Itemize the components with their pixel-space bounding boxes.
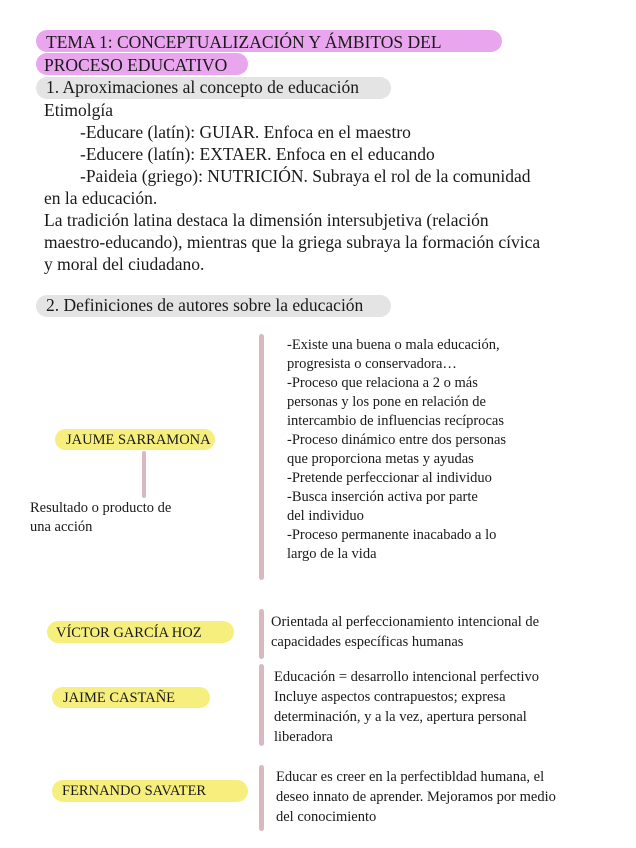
definition-line: personas y los pone en relación de bbox=[287, 394, 486, 410]
definition-line: que proporciona metas y ayudas bbox=[287, 451, 474, 467]
definition-line: del individuo bbox=[287, 508, 364, 524]
author-name: JAUME SARRAMONA bbox=[66, 432, 211, 448]
definition-line: determinación, y a la vez, apertura personal bbox=[274, 709, 527, 725]
definition-line: -Busca inserción activa por parte bbox=[287, 489, 478, 505]
definition-line: -Existe una buena o mala educación, bbox=[287, 337, 500, 353]
etymology-item-continued: en la educación. bbox=[44, 188, 158, 208]
definition-line: liberadora bbox=[274, 729, 333, 745]
definition-line: -Proceso dinámico entre dos personas bbox=[287, 432, 507, 448]
definition-line: intercambio de influencias recíprocas bbox=[287, 413, 504, 429]
divider-bar bbox=[259, 664, 264, 746]
paragraph-line: y moral del ciudadano. bbox=[44, 254, 205, 274]
section2-heading: 2. Definiciones de autores sobre la educación bbox=[46, 295, 364, 315]
definition-line: progresista o conservadora… bbox=[287, 356, 457, 372]
page-title-line2: PROCESO EDUCATIVO bbox=[44, 55, 228, 75]
definition-line: Orientada al perfeccionamiento intencional de bbox=[271, 614, 540, 630]
definition-line: capacidades específicas humanas bbox=[271, 634, 464, 650]
definition-line: -Proceso permanente inacabado a lo bbox=[287, 527, 497, 543]
definition-line: Educar es creer en la perfectibldad humana, el bbox=[276, 769, 545, 785]
divider-bar bbox=[259, 609, 264, 659]
paragraph-line: La tradición latina destaca la dimensión intersubjetiva (relación bbox=[44, 210, 489, 230]
author-name: VÍCTOR GARCÍA HOZ bbox=[56, 625, 202, 641]
etymology-item: -Educare (latín): GUIAR. Enfoca en el maestro bbox=[80, 122, 411, 142]
definition-line: -Proceso que relaciona a 2 o más bbox=[287, 375, 478, 391]
divider-bar bbox=[259, 765, 264, 831]
section1-heading: 1. Aproximaciones al concepto de educación bbox=[46, 77, 359, 97]
etymology-item: -Paideia (griego): NUTRICIÓN. Subraya el rol de la comunidad bbox=[80, 166, 531, 186]
definition-line: Educación = desarrollo intencional perfectivo bbox=[274, 669, 540, 685]
author-side-note: una acción bbox=[30, 519, 93, 535]
author-name: JAIME CASTAÑE bbox=[63, 690, 176, 706]
page-title-line1: TEMA 1: CONCEPTUALIZACIÓN Y ÁMBITOS DEL bbox=[46, 32, 442, 52]
author-name: FERNANDO SAVATER bbox=[62, 783, 207, 799]
connector-bar bbox=[142, 451, 146, 498]
definition-line: del conocimiento bbox=[276, 809, 377, 825]
divider-bar bbox=[259, 334, 264, 580]
definition-line: Incluye aspectos contrapuestos; expresa bbox=[274, 689, 506, 705]
etymology-item: -Educere (latín): EXTAER. Enfoca en el educando bbox=[80, 144, 435, 164]
definition-line: largo de la vida bbox=[287, 546, 377, 562]
definition-line: deseo innato de aprender. Mejoramos por medio bbox=[276, 789, 556, 805]
etymology-label: Etimolgía bbox=[44, 100, 114, 120]
definition-line: -Pretende perfeccionar al individuo bbox=[287, 470, 492, 486]
paragraph-line: maestro-educando), mientras que la griega subraya la formación cívica bbox=[44, 232, 541, 252]
author-side-note: Resultado o producto de bbox=[30, 500, 172, 516]
